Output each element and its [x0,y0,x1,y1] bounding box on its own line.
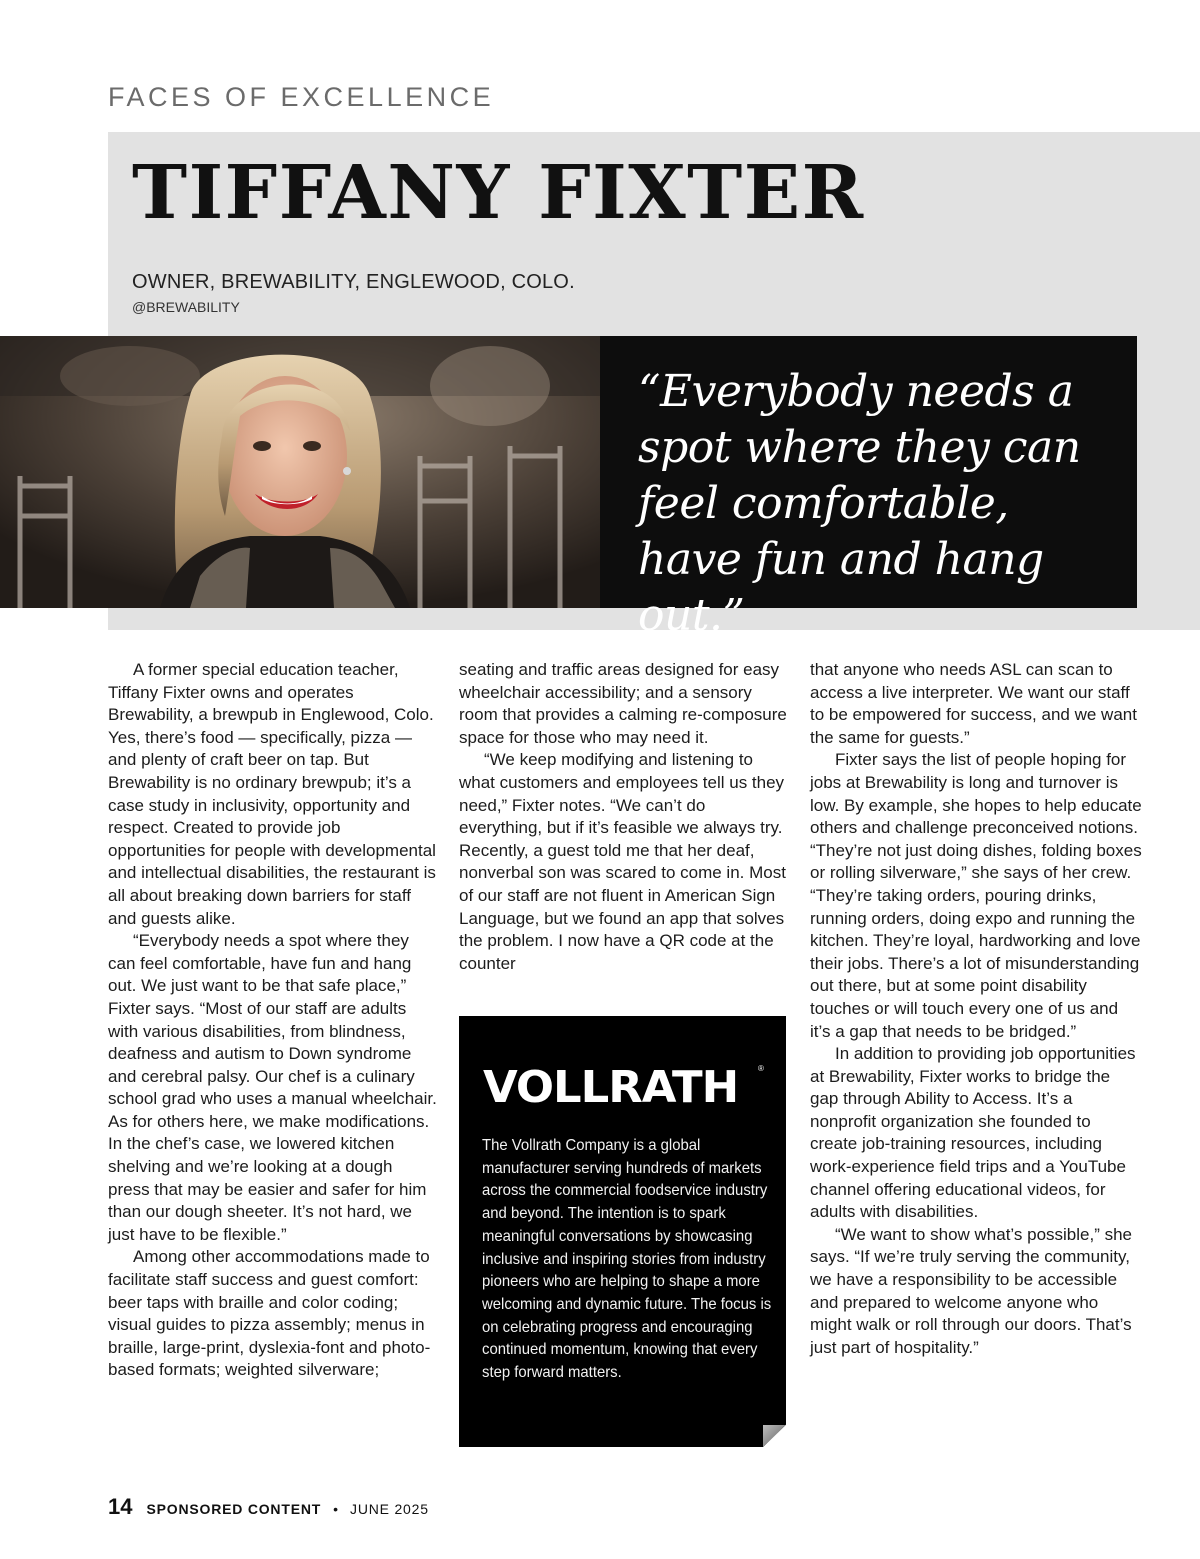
pull-quote-box [600,336,1137,641]
subject-role: OWNER, BREWABILITY, ENGLEWOOD, COLO. [132,271,575,293]
page-number: 14 [108,1494,133,1519]
paragraph: In addition to providing job opportunities at Brewability, Fixter works to bridge the gap through Ability to Access. It’s a nonprofit organization she founded to create job-training resources, including work-experience field trips and a YouTube channel offering educational videos, for adults with disabilities. [810,1044,1136,1222]
sponsor-description: The Vollrath Company is a global manufacturer serving hundreds of markets across the commercial foodservice industry and beyond. The intention is to spark meaningful conversations by showcasing inclusive and inspiring stories from industry pioneers who are helping to shape a more welcoming and dynamic future. The focus is on celebrating progress and encouraging continued momentum, knowing that every step forward matters. [482,1137,772,1382]
body-column-1 [108,659,438,1382]
pull-quote: “Everybody needs a spot where they can feel comfortable, have fun and hang out.” [638,366,1081,641]
paragraph: seating and traffic areas designed for easy wheelchair accessibility; and a sensory room that provides a calming re-composure space for those who may need it. [459,660,787,747]
page-footer [108,1494,429,1520]
registered-mark: ® [758,1064,764,1073]
page-curl-icon [763,1425,786,1447]
paragraph: A former special education teacher, Tiffany Fixter owns and operates Brewability, a brewpub in Englewood, Colo. Yes, there’s food — specifically, pizza — and plenty of craft beer on tap. But Brewability is no ordinary brewpub; it’s a case study in inclusivity, opportunity and respect. Created to provide job opportunities for people with developmental and intellectual disabilities, the restaurant is all about breaking down barriers for staff and guests alike. [108,660,436,928]
paragraph: that anyone who needs ASL can scan to access a live interpreter. We want our staff to be empowered for success, and we want the same for guests.” [810,660,1137,747]
paragraph: Fixter says the list of people hoping for jobs at Brewability is long and turnover is low. By example, she hopes to help educate others and challenge preconceived notions. “They’re not just doing dishes, folding boxes or rolling silverware,” she says of her crew. “They’re taking orders, pouring drinks, running orders, doing expo and running the kitchen. They’re loyal, hardworking and love their jobs. There’s a lot of misunderstanding out there, but at some point disability touches or will touch every one of us and it’s a gap that needs to be bridged.” [810,750,1142,1041]
social-handle: @BREWABILITY [132,299,240,315]
footer-separator: • [333,1501,339,1517]
paragraph: “We want to show what’s possible,” she says. “If we’re truly serving the community, we have a responsibility to be accessible and prepared to welcome anyone who might walk or roll through our doors. That’s just part of hospitality.” [810,1224,1133,1357]
footer-section: SPONSORED CONTENT [146,1501,322,1517]
paragraph: Among other accommodations made to facilitate staff success and guest comfort: beer taps with braille and color coding; visual guides to pizza assembly; menus in braille, large-print, dyslexia-font and photo-based formats; weighted silverware; [108,1247,431,1380]
body-column-3 [810,659,1142,1359]
paragraph: “We keep modifying and listening to what customers and employees tell us they need,” Fixter notes. “We can’t do everything, but if it’s feasible we always try. Recently, a guest told me that her deaf, nonverbal son was scared to come in. Most of our staff are not fluent in American Sign Language, but we found an app that solves the problem. I now have a QR code at the counter [459,750,786,973]
footer-date: JUNE 2025 [350,1501,429,1517]
paragraph: “Everybody needs a spot where they can feel comfortable, have fun and hang out. We just want to be that safe place,” Fixter says. “Most of our staff are adults with various disabilities, from blindness, deafness and autism to Down syndrome and cerebral palsy. Our chef is a culinary school grad who uses a manual wheelchair. As for others here, we make modifications. In the chef’s case, we lowered kitchen shelving and we’re looking at a dough press that may be easier and safer for him than our dough sheeter. It’s not hard, we just have to be flexible.” [108,931,437,1244]
portrait-photo [0,336,600,608]
body-column-2 [459,659,791,975]
page-title: TIFFANY FIXTER [132,150,865,236]
vollrath-logo: VOLLRATH [483,1062,739,1113]
section-kicker: FACES OF EXCELLENCE [108,82,495,112]
